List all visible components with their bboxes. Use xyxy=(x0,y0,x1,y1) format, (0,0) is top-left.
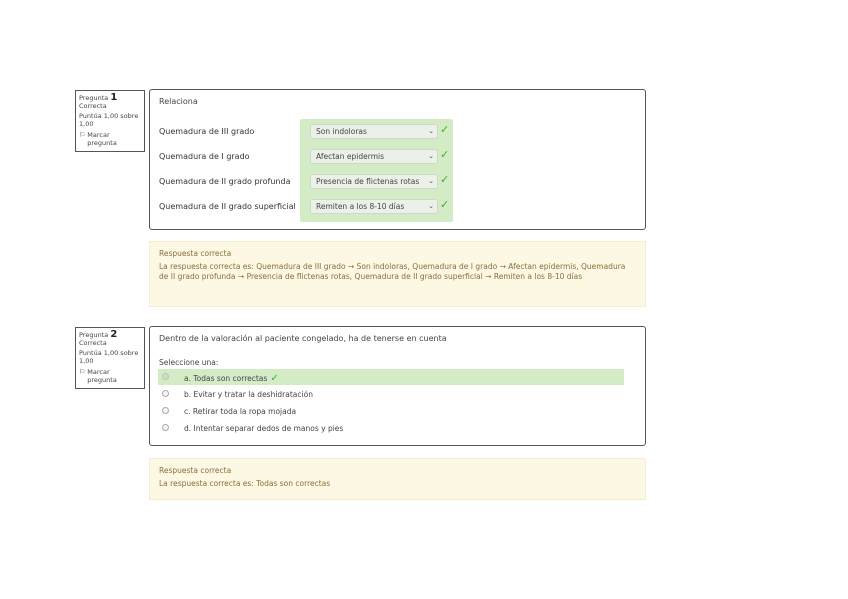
select-value: Afectan epidermis xyxy=(316,152,384,161)
question-status: Correcta xyxy=(79,102,107,110)
flag-icon: ⚐ xyxy=(79,368,86,376)
chevron-down-icon: ⌄ xyxy=(428,152,434,160)
match-row xyxy=(150,144,450,169)
question-box-1 xyxy=(149,89,646,230)
check-icon: ✓ xyxy=(440,148,450,161)
match-label: Quemadura de III grado xyxy=(159,127,255,136)
match-row xyxy=(150,119,450,144)
flag-label: Marcar pregunta xyxy=(87,368,117,384)
chevron-down-icon: ⌄ xyxy=(428,202,434,210)
question-info-1 xyxy=(75,90,145,152)
match-select[interactable] xyxy=(310,124,438,139)
check-icon: ✓ xyxy=(270,373,279,384)
question-text: Dentro de la valoración al paciente congelado, ha de tenerse en cuenta xyxy=(159,334,447,343)
select-prompt: Seleccione una: xyxy=(159,358,219,367)
option-label: c. Retirar toda la ropa mojada xyxy=(184,407,297,416)
radio-button[interactable] xyxy=(162,390,169,397)
radio-button[interactable] xyxy=(162,424,169,431)
feedback-box-1 xyxy=(149,241,646,307)
select-value: Presencia de flictenas rotas xyxy=(316,177,420,186)
flag-question-link[interactable] xyxy=(79,368,141,384)
select-value: Son indoloras xyxy=(316,127,367,136)
question-text: Relaciona xyxy=(159,97,198,106)
match-row xyxy=(150,194,450,219)
check-icon: ✓ xyxy=(440,173,450,186)
option-label: d. Intentar separar dedos de manos y pies xyxy=(184,424,344,433)
match-label: Quemadura de II grado profunda xyxy=(159,177,291,186)
chevron-down-icon: ⌄ xyxy=(428,177,434,185)
question-number: Pregunta 2 xyxy=(79,329,118,340)
flag-icon: ⚐ xyxy=(79,131,86,139)
answer-option[interactable] xyxy=(158,420,624,436)
feedback-text: La respuesta correcta es: Quemadura de III grado → Son indoloras, Quemadura de I grado → Afectan epidermis, Quemadura de II grado profunda → Presencia de flictenas rotas, Quemadura de II grado superficial → Remiten a los 8-10 días xyxy=(159,262,626,281)
question-info-2 xyxy=(75,327,145,389)
question-score: Puntúa 1,00 sobre 1,00 xyxy=(79,112,139,128)
feedback-text: La respuesta correcta es: Todas son correctas xyxy=(159,479,331,488)
question-number: Pregunta 1 xyxy=(79,92,118,103)
flag-label: Marcar pregunta xyxy=(87,131,117,147)
question-box-2 xyxy=(149,326,646,446)
question-status: Correcta xyxy=(79,339,107,347)
match-label: Quemadura de II grado superficial xyxy=(159,202,296,211)
match-select[interactable] xyxy=(310,149,438,164)
radio-button[interactable] xyxy=(162,407,169,414)
feedback-title: Respuesta correcta xyxy=(159,249,232,258)
feedback-box-2 xyxy=(149,458,646,500)
match-label: Quemadura de I grado xyxy=(159,152,250,161)
select-value: Remiten a los 8-10 días xyxy=(316,202,405,211)
question-score: Puntúa 1,00 sobre 1,00 xyxy=(79,349,139,365)
answer-option[interactable] xyxy=(158,386,624,402)
check-icon: ✓ xyxy=(440,198,450,211)
radio-button[interactable] xyxy=(162,373,169,380)
option-label: b. Evitar y tratar la deshidratación xyxy=(184,390,313,399)
flag-question-link[interactable] xyxy=(79,131,141,147)
feedback-title: Respuesta correcta xyxy=(159,466,232,475)
option-label-wrap xyxy=(184,373,279,384)
match-select[interactable] xyxy=(310,174,438,189)
chevron-down-icon: ⌄ xyxy=(428,127,434,135)
answer-option[interactable] xyxy=(158,403,624,419)
match-row xyxy=(150,169,450,194)
option-label: a. Todas son correctas xyxy=(184,374,268,383)
check-icon: ✓ xyxy=(440,123,450,136)
answer-option[interactable] xyxy=(158,369,624,385)
match-select[interactable] xyxy=(310,199,438,214)
